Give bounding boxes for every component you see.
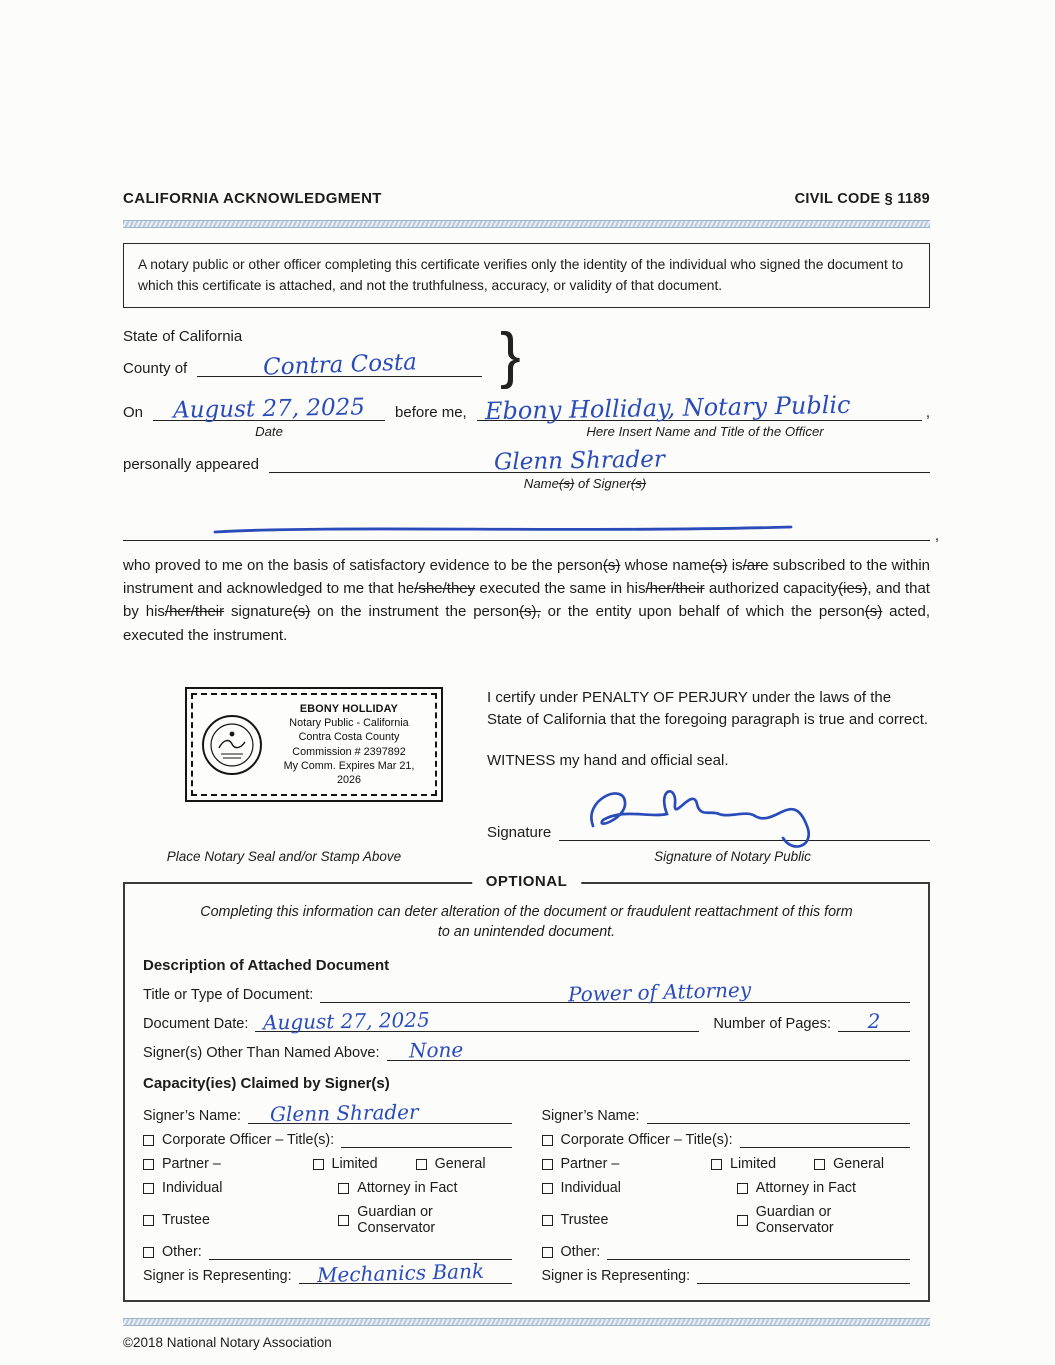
signer1-column	[143, 1099, 512, 1288]
number-of-pages-handwritten: 2	[867, 1009, 881, 1034]
document-date-line	[255, 1007, 699, 1035]
venue-brace: }	[500, 320, 521, 390]
corporate-officer-checkbox	[542, 1135, 553, 1146]
signer-caption: Name(s) of Signer(s)	[523, 475, 647, 491]
representing-label: Signer is Representing:	[143, 1268, 292, 1285]
representing-label: Signer is Representing:	[541, 1268, 691, 1285]
limited-checkbox	[711, 1159, 722, 1170]
date-caption: Date	[255, 423, 283, 439]
notary-seal-emblem	[201, 714, 263, 776]
certification-statement: who proved to me on the basis of satisfactory evidence to be the person(s) whose name(s) is/are subscribed to the within instrument and acknowledged to me that he/she/they executed the same in his/her/their authorized capacity(ies), and that by his/her/their signature(s) on the instrument the person(s), or the entity upon behalf of which the person(s) acted, executed the instrument.	[123, 556, 931, 644]
general-checkbox	[814, 1159, 825, 1170]
signer2-representing-row	[542, 1268, 911, 1284]
signer-name-label: Signer’s Name:	[143, 1108, 242, 1125]
partner-checkbox	[542, 1159, 553, 1170]
document-date-row	[143, 1007, 910, 1035]
stamp-notary-name: EBONY HOLLIDAY	[299, 702, 399, 715]
attorney-in-fact-checkbox	[338, 1183, 349, 1194]
form-title: CALIFORNIA ACKNOWLEDGMENT	[123, 190, 382, 207]
county-line	[197, 349, 482, 381]
notary-notice-box: A notary public or other officer completing this certificate verifies only the identity of the individual who signed the document to which this certificate is attached, and not the truthfulness, accuracy, or validity of that document.	[123, 243, 930, 308]
signer2-trustee-row	[542, 1204, 911, 1236]
attorney-in-fact-label: Attorney in Fact	[357, 1180, 458, 1197]
attorney-in-fact-checkbox	[737, 1183, 748, 1194]
venue-section	[123, 320, 930, 390]
general-label: General	[833, 1156, 885, 1173]
stamp-expiry-line: My Comm. Expires Mar 21, 2026	[283, 759, 415, 786]
personally-appeared-row	[123, 446, 930, 493]
guardian-checkbox	[338, 1215, 349, 1226]
trailing-comma: ,	[934, 526, 939, 544]
date-line	[153, 394, 385, 424]
signer1-name-row	[143, 1099, 512, 1127]
stamp-commission-line: Commission # 2397892	[292, 745, 406, 758]
witness-statement: WITNESS my hand and official seal.	[487, 751, 729, 769]
seal-placement-caption: Place Notary Seal and/or Stamp Above	[166, 848, 402, 864]
captions-row	[123, 849, 930, 864]
signature-caption: Signature of Notary Public	[654, 848, 811, 864]
handwritten-strike-line	[213, 522, 793, 536]
signature-line	[559, 821, 930, 841]
attached-document-heading: Description of Attached Document	[143, 957, 390, 975]
other-signers-handwritten: None	[408, 1037, 464, 1063]
officer-line	[477, 390, 922, 425]
trustee-checkbox	[143, 1215, 154, 1226]
optional-title: OPTIONAL	[472, 873, 582, 890]
corporate-officer-checkbox	[143, 1135, 154, 1146]
officer-caption: Here Insert Name and Title of the Officer	[586, 423, 824, 439]
signer1-other-line	[209, 1244, 512, 1260]
limited-checkbox	[313, 1159, 324, 1170]
signer1-name-line	[248, 1099, 511, 1127]
number-of-pages-line	[838, 1009, 910, 1034]
document-date-handwritten: August 27, 2025	[263, 1007, 431, 1035]
signer1-partner-row	[143, 1156, 512, 1172]
signature-label: Signature	[487, 823, 552, 841]
perjury-statement: I certify under PENALTY OF PERJURY under the laws of the State of California that the foregoing paragraph is true and correct.	[487, 688, 929, 729]
guardian-checkbox	[737, 1215, 748, 1226]
optional-intro: Completing this information can deter alteration of the document or fraudulent reattachment of this form to an unintended document.	[200, 903, 853, 941]
general-checkbox	[416, 1159, 427, 1170]
other-signers-row	[143, 1037, 910, 1063]
trustee-label: Trustee	[560, 1212, 609, 1229]
extra-signer-line	[123, 519, 939, 544]
optional-section	[123, 872, 930, 1302]
attorney-in-fact-label: Attorney in Fact	[755, 1180, 856, 1197]
stamp-text-block	[271, 702, 427, 788]
signer2-name-line	[647, 1108, 910, 1124]
county-label: County of	[123, 359, 188, 377]
other-label: Other:	[162, 1244, 202, 1261]
signer2-column	[542, 1100, 911, 1284]
date-handwritten-value: August 27, 2025	[172, 394, 366, 424]
signer2-partner-row	[542, 1156, 911, 1172]
decorative-border-top	[123, 220, 930, 228]
signer2-name-row	[542, 1108, 911, 1124]
stamp-county-line: Contra Costa County	[298, 731, 400, 744]
document-title-label: Title or Type of Document:	[143, 987, 314, 1004]
document-title-line	[320, 977, 910, 1007]
signer1-trustee-row	[143, 1204, 512, 1236]
trustee-label: Trustee	[162, 1212, 210, 1229]
signer1-corporate-row	[143, 1132, 512, 1148]
state-label: State of California	[123, 327, 243, 345]
decorative-border-bottom	[123, 1318, 930, 1326]
seal-and-certification	[123, 687, 930, 841]
officer-handwritten-value: Ebony Holliday, Notary Public	[484, 390, 851, 425]
signer1-representing-handwritten: Mechanics Bank	[316, 1259, 484, 1288]
notary-stamp	[185, 687, 443, 803]
partner-label: Partner –	[560, 1156, 620, 1173]
signer1-individual-row	[143, 1180, 512, 1196]
stamp-title-line: Notary Public - California	[289, 717, 409, 729]
number-of-pages-label: Number of Pages:	[713, 1016, 831, 1033]
individual-label: Individual	[162, 1180, 223, 1197]
signer-name-label: Signer’s Name:	[541, 1108, 640, 1125]
trailing-comma: ,	[925, 403, 930, 421]
signer1-representing-line	[299, 1259, 512, 1288]
notary-stamp-column	[123, 687, 445, 841]
corporate-officer-label: Corporate Officer – Title(s):	[162, 1132, 335, 1149]
signature-row	[487, 821, 930, 841]
guardian-label: Guardian or Conservator	[357, 1204, 436, 1237]
civil-code-reference: CIVIL CODE § 1189	[794, 191, 930, 207]
other-checkbox	[143, 1247, 154, 1258]
signer-name-line	[269, 446, 930, 476]
signer-handwritten-value: Glenn Shrader	[493, 446, 665, 476]
other-checkbox	[542, 1247, 553, 1258]
certification-column	[487, 687, 930, 841]
signer2-corporate-title-line	[740, 1132, 910, 1148]
capacity-columns	[143, 1099, 910, 1288]
acknowledgment-date-row	[123, 390, 930, 441]
header	[123, 190, 930, 207]
signer2-other-row	[542, 1244, 911, 1260]
general-label: General	[434, 1156, 486, 1173]
other-signers-line	[387, 1037, 910, 1063]
limited-label: Limited	[730, 1156, 777, 1173]
signer1-corporate-title-line	[341, 1132, 511, 1148]
partner-label: Partner –	[162, 1156, 221, 1173]
document-title-row	[143, 977, 910, 1007]
signer1-other-row	[143, 1244, 512, 1260]
limited-label: Limited	[331, 1156, 378, 1173]
signer2-corporate-row	[542, 1132, 911, 1148]
other-signers-label: Signer(s) Other Than Named Above:	[143, 1045, 380, 1062]
trustee-checkbox	[542, 1215, 553, 1226]
signer2-individual-row	[542, 1180, 911, 1196]
individual-label: Individual	[560, 1180, 621, 1197]
signer2-representing-line	[697, 1268, 910, 1284]
guardian-label: Guardian or Conservator	[755, 1204, 834, 1237]
signer1-representing-row	[143, 1259, 512, 1288]
county-handwritten-value: Contra Costa	[262, 349, 417, 381]
before-me-label: before me,	[395, 403, 467, 421]
personally-appeared-label: personally appeared	[123, 455, 259, 473]
copyright-notice: ©2018 National Notary Association	[123, 1335, 332, 1351]
signer1-name-handwritten: Glenn Shrader	[269, 1099, 419, 1127]
partner-checkbox	[143, 1159, 154, 1170]
on-label: On	[123, 403, 144, 421]
document-date-label: Document Date:	[143, 1016, 249, 1033]
notary-signature	[579, 770, 839, 856]
capacity-heading: Capacity(ies) Claimed by Signer(s)	[143, 1075, 390, 1093]
individual-checkbox	[143, 1183, 154, 1194]
corporate-officer-label: Corporate Officer – Title(s):	[560, 1132, 733, 1149]
document-title-handwritten: Power of Attorney	[567, 977, 752, 1007]
individual-checkbox	[542, 1183, 553, 1194]
other-label: Other:	[560, 1244, 601, 1261]
signer2-other-line	[607, 1244, 910, 1260]
